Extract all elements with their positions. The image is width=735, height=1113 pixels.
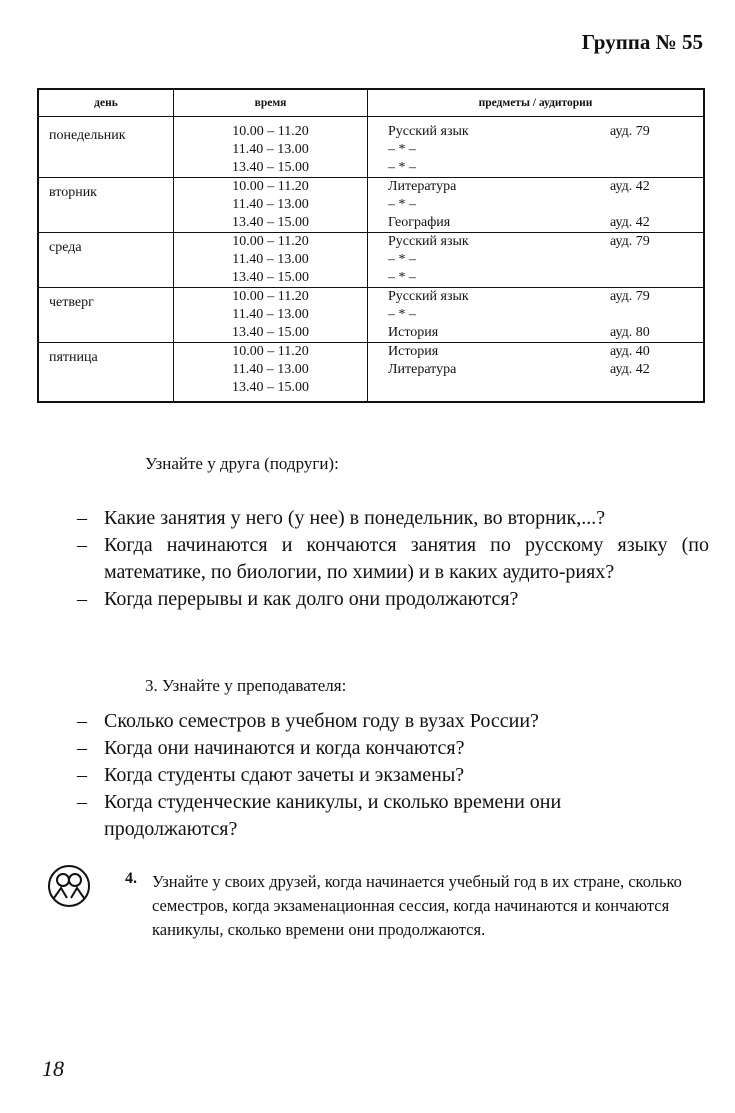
group-heading: Группа № 55 bbox=[581, 30, 703, 54]
subject-name: Литература bbox=[388, 179, 457, 194]
time-slot: 13.40 – 15.00 bbox=[232, 215, 309, 230]
table-row bbox=[38, 288, 704, 343]
question-text: Сколько семестров в учебном году в вузах России? bbox=[104, 710, 539, 732]
subjects-cell bbox=[368, 178, 705, 233]
room: ауд. 42 bbox=[610, 362, 650, 377]
subjects-cell bbox=[368, 117, 705, 178]
table-row bbox=[38, 117, 704, 178]
time-slot: 10.00 – 11.20 bbox=[232, 124, 309, 139]
question-item bbox=[77, 735, 709, 762]
subject-line bbox=[388, 196, 703, 214]
subject-name: – * – bbox=[388, 270, 416, 285]
time-slot: 13.40 – 15.00 bbox=[232, 270, 309, 285]
dash: – bbox=[77, 791, 87, 813]
header-subjects: предметы / аудитории bbox=[368, 89, 705, 117]
subject-line bbox=[388, 288, 703, 306]
subject-line bbox=[388, 343, 703, 361]
task3-questions bbox=[77, 708, 709, 843]
question-item bbox=[77, 532, 709, 586]
subject-name: – * – bbox=[388, 142, 416, 157]
time-cell bbox=[174, 233, 368, 288]
pair-work-icon bbox=[46, 864, 92, 913]
time-slot: 10.00 – 11.20 bbox=[232, 289, 309, 304]
table-row bbox=[38, 178, 704, 233]
question-item bbox=[77, 789, 709, 843]
subjects-cell bbox=[368, 288, 705, 343]
subject-line bbox=[388, 269, 703, 287]
subject-line bbox=[388, 361, 703, 379]
day-cell: четверг bbox=[38, 288, 174, 343]
task3-prompt: 3. Узнайте у преподавателя: bbox=[145, 676, 347, 695]
question-item bbox=[77, 708, 709, 735]
header-time: время bbox=[174, 89, 368, 117]
time-slot: 11.40 – 13.00 bbox=[232, 362, 309, 377]
time-slot: 10.00 – 11.20 bbox=[232, 344, 309, 359]
question-item bbox=[77, 586, 709, 613]
subject-line bbox=[388, 141, 703, 159]
dash: – bbox=[77, 534, 87, 556]
day-cell: пятница bbox=[38, 343, 174, 403]
subject-name: География bbox=[388, 215, 451, 230]
subject-line bbox=[388, 324, 703, 342]
task4-number: 4. bbox=[125, 870, 137, 887]
subject-line bbox=[388, 178, 703, 196]
question-text: Когда студенческие каникулы, и сколько времени они продолжаются? bbox=[104, 791, 562, 840]
table-header-row bbox=[38, 89, 704, 117]
subject-name: – * – bbox=[388, 252, 416, 267]
dash: – bbox=[77, 710, 87, 732]
time-slot: 13.40 – 15.00 bbox=[232, 380, 309, 395]
subject-line bbox=[388, 379, 703, 397]
room: ауд. 79 bbox=[610, 289, 650, 304]
question-text: Когда начинаются и кончаются занятия по русскому языку (по математике, по биологии, по химии) и в каких аудито-риях? bbox=[104, 534, 709, 583]
subject-name: История bbox=[388, 325, 439, 340]
subjects-cell bbox=[368, 343, 705, 403]
schedule-table bbox=[37, 88, 705, 403]
subject-line bbox=[388, 159, 703, 177]
time-cell bbox=[174, 343, 368, 403]
task4-text: Узнайте у своих друзей, когда начинается учебный год в их стране, сколько семестров, когда экзаменационная сессия, когда начинаются и кончаются каникулы, сколько времени они продолжаются. bbox=[152, 872, 682, 939]
subject-line bbox=[388, 251, 703, 269]
page-number: 18 bbox=[42, 1056, 64, 1081]
dash: – bbox=[77, 507, 87, 529]
room: ауд. 79 bbox=[610, 234, 650, 249]
subject-line bbox=[388, 214, 703, 232]
question-item bbox=[77, 762, 709, 789]
subject-name: Литература bbox=[388, 362, 457, 377]
subject-line bbox=[388, 123, 703, 141]
room: ауд. 79 bbox=[610, 124, 650, 139]
time-slot: 10.00 – 11.20 bbox=[232, 234, 309, 249]
task-friend-questions bbox=[77, 505, 709, 613]
subject-line bbox=[388, 306, 703, 324]
time-slot: 10.00 – 11.20 bbox=[232, 179, 309, 194]
question-text: Когда студенты сдают зачеты и экзамены? bbox=[104, 764, 465, 786]
subjects-cell bbox=[368, 233, 705, 288]
room: ауд. 80 bbox=[610, 325, 650, 340]
time-slot: 13.40 – 15.00 bbox=[232, 325, 309, 340]
table-row bbox=[38, 343, 704, 403]
day-cell: среда bbox=[38, 233, 174, 288]
question-text: Когда перерывы и как долго они продолжаются? bbox=[104, 588, 519, 610]
time-slot: 11.40 – 13.00 bbox=[232, 142, 309, 157]
subject-name: Русский язык bbox=[388, 234, 469, 249]
day-cell: вторник bbox=[38, 178, 174, 233]
subject-name bbox=[388, 379, 610, 397]
task-friend-prompt: Узнайте у друга (подруги): bbox=[145, 454, 339, 473]
time-slot: 11.40 – 13.00 bbox=[232, 252, 309, 267]
subject-name: Русский язык bbox=[388, 124, 469, 139]
subject-line bbox=[388, 233, 703, 251]
time-cell bbox=[174, 117, 368, 178]
dash: – bbox=[77, 764, 87, 786]
room: ауд. 42 bbox=[610, 215, 650, 230]
time-slot: 11.40 – 13.00 bbox=[232, 197, 309, 212]
room: ауд. 42 bbox=[610, 179, 650, 194]
dash: – bbox=[77, 737, 87, 759]
header-day: день bbox=[38, 89, 174, 117]
time-slot: 13.40 – 15.00 bbox=[232, 160, 309, 175]
time-slot: 11.40 – 13.00 bbox=[232, 307, 309, 322]
subject-name: – * – bbox=[388, 197, 416, 212]
question-text: Какие занятия у него (у нее) в понедельник, во вторник,...? bbox=[104, 507, 606, 529]
question-item bbox=[77, 505, 709, 532]
subject-name: Русский язык bbox=[388, 289, 469, 304]
subject-name: История bbox=[388, 344, 439, 359]
dash: – bbox=[77, 588, 87, 610]
question-text: Когда они начинаются и когда кончаются? bbox=[104, 737, 465, 759]
room: ауд. 40 bbox=[610, 344, 650, 359]
table-row bbox=[38, 233, 704, 288]
time-cell bbox=[174, 288, 368, 343]
time-cell bbox=[174, 178, 368, 233]
subject-name: – * – bbox=[388, 307, 416, 322]
day-cell: понедельник bbox=[38, 117, 174, 178]
subject-name: – * – bbox=[388, 160, 416, 175]
